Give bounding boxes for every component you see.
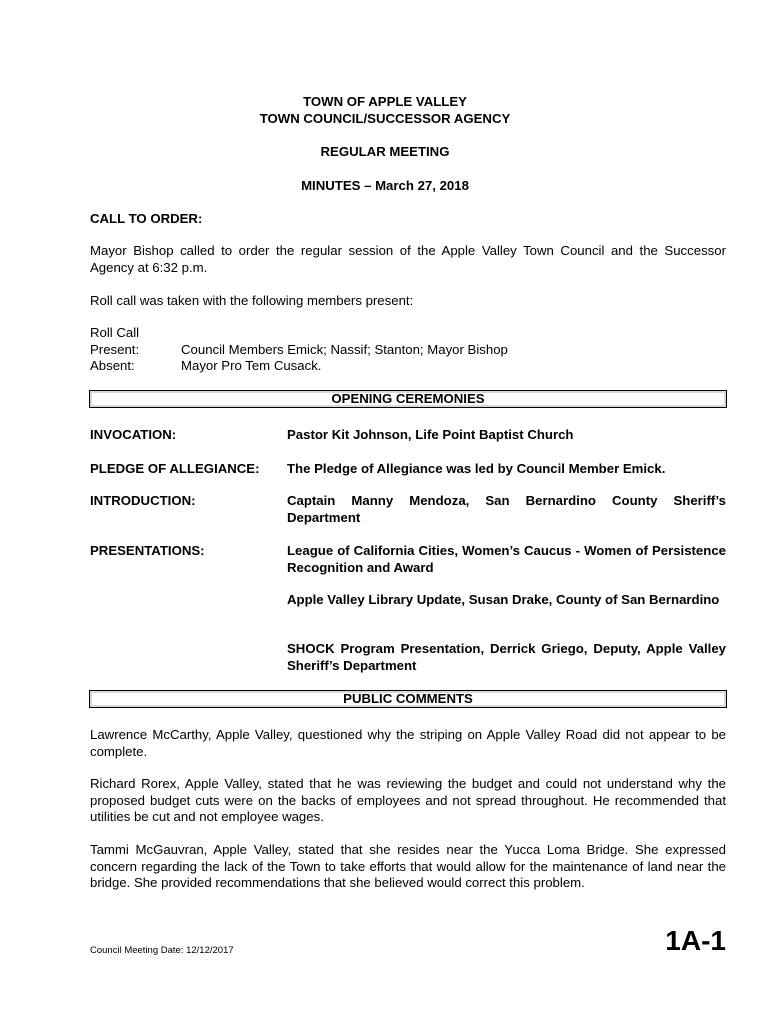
footer-page-code: 1A-1 xyxy=(665,925,726,956)
present-label: Present: xyxy=(90,342,140,357)
public-comment: Richard Rorex, Apple Valley, stated that he was reviewing the budget and could not understand why the proposed budget cuts were on the backs of employees and not spread throughout. He recommended that utilities be cut and not employee wages. xyxy=(90,776,726,825)
meeting-type: REGULAR MEETING xyxy=(320,144,450,159)
presentation-item: SHOCK Program Presentation, Derrick Griego, Deputy, Apple Valley Sheriff’s Department xyxy=(287,641,726,673)
roll-call-intro: Roll call was taken with the following members present: xyxy=(90,293,414,308)
invocation-label: INVOCATION: xyxy=(90,427,177,442)
absent-label: Absent: xyxy=(90,358,135,373)
minutes-date: MINUTES – March 27, 2018 xyxy=(301,178,469,193)
call-to-order-paragraph: Mayor Bishop called to order the regular session of the Apple Valley Town Council and the Successor Agency at 6:32 p.m. xyxy=(90,243,726,275)
presentation-item: League of California Cities, Women’s Caucus - Women of Persistence Recognition and Award xyxy=(287,543,726,575)
public-comment: Tammi McGauvran, Apple Valley, stated that she resides near the Yucca Loma Bridge. She expressed concern regarding the lack of the Town to take efforts that would allow for the maintenance of land near the bridge. She provided recommendations that she believed would correct this problem. xyxy=(90,842,726,891)
pledge-label: PLEDGE OF ALLEGIANCE: xyxy=(90,461,260,476)
town-title: TOWN OF APPLE VALLEY xyxy=(303,94,467,109)
presentation-item: Apple Valley Library Update, Susan Drake, County of San Bernardino xyxy=(287,592,720,607)
public-comment: Lawrence McCarthy, Apple Valley, questioned why the striping on Apple Valley Road did not appear to be complete. xyxy=(90,727,726,759)
opening-ceremonies-bar: OPENING CEREMONIES xyxy=(89,390,727,408)
agency-title: TOWN COUNCIL/SUCCESSOR AGENCY xyxy=(259,111,511,126)
absent-value: Mayor Pro Tem Cusack. xyxy=(181,358,322,373)
presentations-label: PRESENTATIONS: xyxy=(90,543,205,558)
roll-call-label: Roll Call xyxy=(90,325,140,340)
footer-meeting-date: Council Meeting Date: 12/12/2017 xyxy=(90,945,234,956)
call-to-order-heading: CALL TO ORDER: xyxy=(90,211,203,226)
public-comments-bar: PUBLIC COMMENTS xyxy=(89,690,727,708)
present-value: Council Members Emick; Nassif; Stanton; Mayor Bishop xyxy=(181,342,508,357)
introduction-label: INTRODUCTION: xyxy=(90,493,196,508)
invocation-value: Pastor Kit Johnson, Life Point Baptist Church xyxy=(287,427,574,442)
pledge-value: The Pledge of Allegiance was led by Council Member Emick. xyxy=(287,461,666,476)
introduction-value: Captain Manny Mendoza, San Bernardino County Sheriff’s Department xyxy=(287,493,726,525)
